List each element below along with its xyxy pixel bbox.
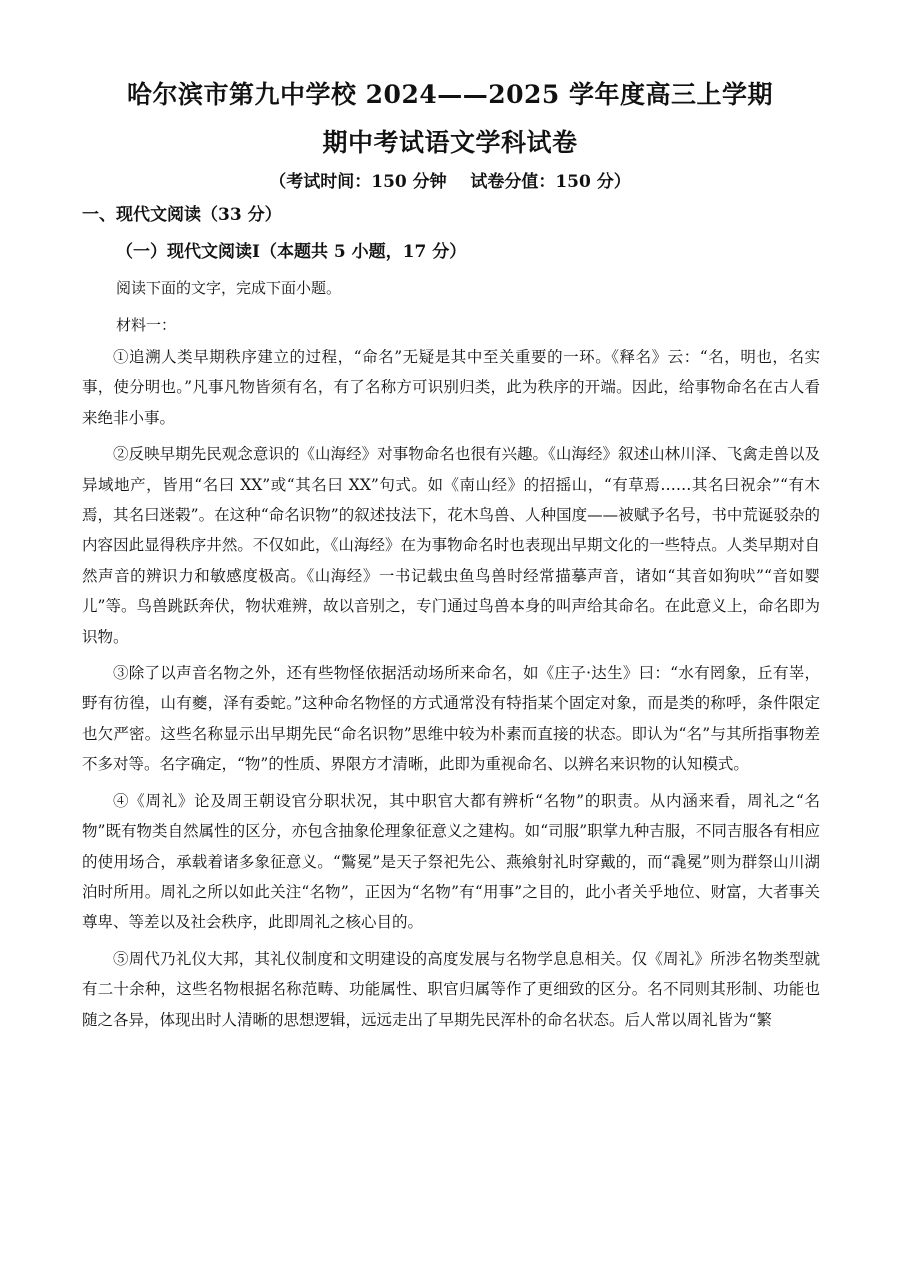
- section-heading: 一、现代文阅读（33 分）: [82, 205, 282, 225]
- paragraph-4: ④《周礼》论及周王朝设官分职状况，其中职官大都有辨析“名物”的职责。从内涵来看，周礼之“名物”既有物类自然属性的区分，亦包含抽象伦理象征意义之建构。如“司服”职掌九种吉服，不同吉服各有相应的使用场合，承载着诸多象征意义。“鷩冕”是天子祭祀先公、燕飨射礼时穿戴的，而“毳冕”则为群祭山川湖泊时所用。周礼之所以如此关注“名物”，正因为“名物”有“用事”之目的，此小者关乎地位、财富，大者事关尊卑、等差以及社会秩序，此即周礼之核心目的。: [82, 791, 820, 932]
- paragraph-2: ②反映早期先民观念意识的《山海经》对事物命名也很有兴趣。《山海经》叙述山林川泽、飞禽走兽以及异域地产，皆用“名曰 XX”或“其名曰 XX”句式。如《南山经》的招摇山，“有草焉……其名曰祝余”“有木焉，其名曰迷榖”。在这种“命名识物”的叙述技法下，花木鸟兽、人种国度——被赋予名号，书中荒诞驳杂的内容因此显得秩序井然。不仅如此，《山海经》在为事物命名时也表现出早期文化的一些特点。人类早期对自然声音的辨识力和敏感度极高。《山海经》一书记载虫鱼鸟兽时经常描摹声音，诸如“其音如狗吠”“音如婴儿”等。鸟兽跳跃奔伏，物状难辨，故以音别之，专门通过鸟兽本身的叫声给其命名。在此意义上，命名即为识物。: [82, 445, 820, 646]
- paragraph-3: ③除了以声音名物之外，还有些物怪依据活动场所来命名，如《庄子·达生》曰：“水有罔象，丘有峷，野有彷徨，山有夔，泽有委蛇。”这种命名物怪的方式通常没有特指某个固定对象，而是类的称呼，条件限定也欠严密。这些名称显示出早期先民“命名识物”思维中较为朴素而直接的状态。即认为“名”与其所指事物差不多对等。名字确定，“物”的性质、界限方才清晰，此即为重视命名、以辨名来识物的认知模式。: [82, 664, 820, 774]
- exam-title-line1: 哈尔滨市第九中学校 2024——2025 学年度高三上学期: [126, 80, 774, 109]
- exam-info: （考试时间：150 分钟 试卷分值：150 分）: [269, 172, 631, 192]
- material-body: [82, 342, 820, 1035]
- paragraph-1: ①追溯人类早期秩序建立的过程，“命名”无疑是其中至关重要的一环。《释名》云：“名，明也，名实事，使分明也。”凡事凡物皆须有名，有了名称方可识别归类，此为秩序的开端。因此，给事物命名在古人看来绝非小事。: [82, 348, 820, 427]
- exam-title-line2: 期中考试语文学科试卷: [322, 128, 578, 157]
- material-label: 材料一：: [116, 316, 177, 334]
- paragraph-5: ⑤周代乃礼仪大邦，其礼仪制度和文明建设的高度发展与名物学息息相关。仅《周礼》所涉名物类型就有二十余种，这些名物根据名称范畴、功能属性、职官归属等作了更细致的区分。名不同则其形制、功能也随之各异，体现出时人清晰的思想逻辑，远远走出了早期先民浑朴的命名状态。后人常以周礼皆为“繁: [82, 949, 820, 1029]
- subsection-heading: （一）现代文阅读Ⅰ（本题共 5 小题，17 分）: [116, 242, 467, 262]
- reading-instruction: 阅读下面的文字，完成下面小题。: [116, 279, 342, 297]
